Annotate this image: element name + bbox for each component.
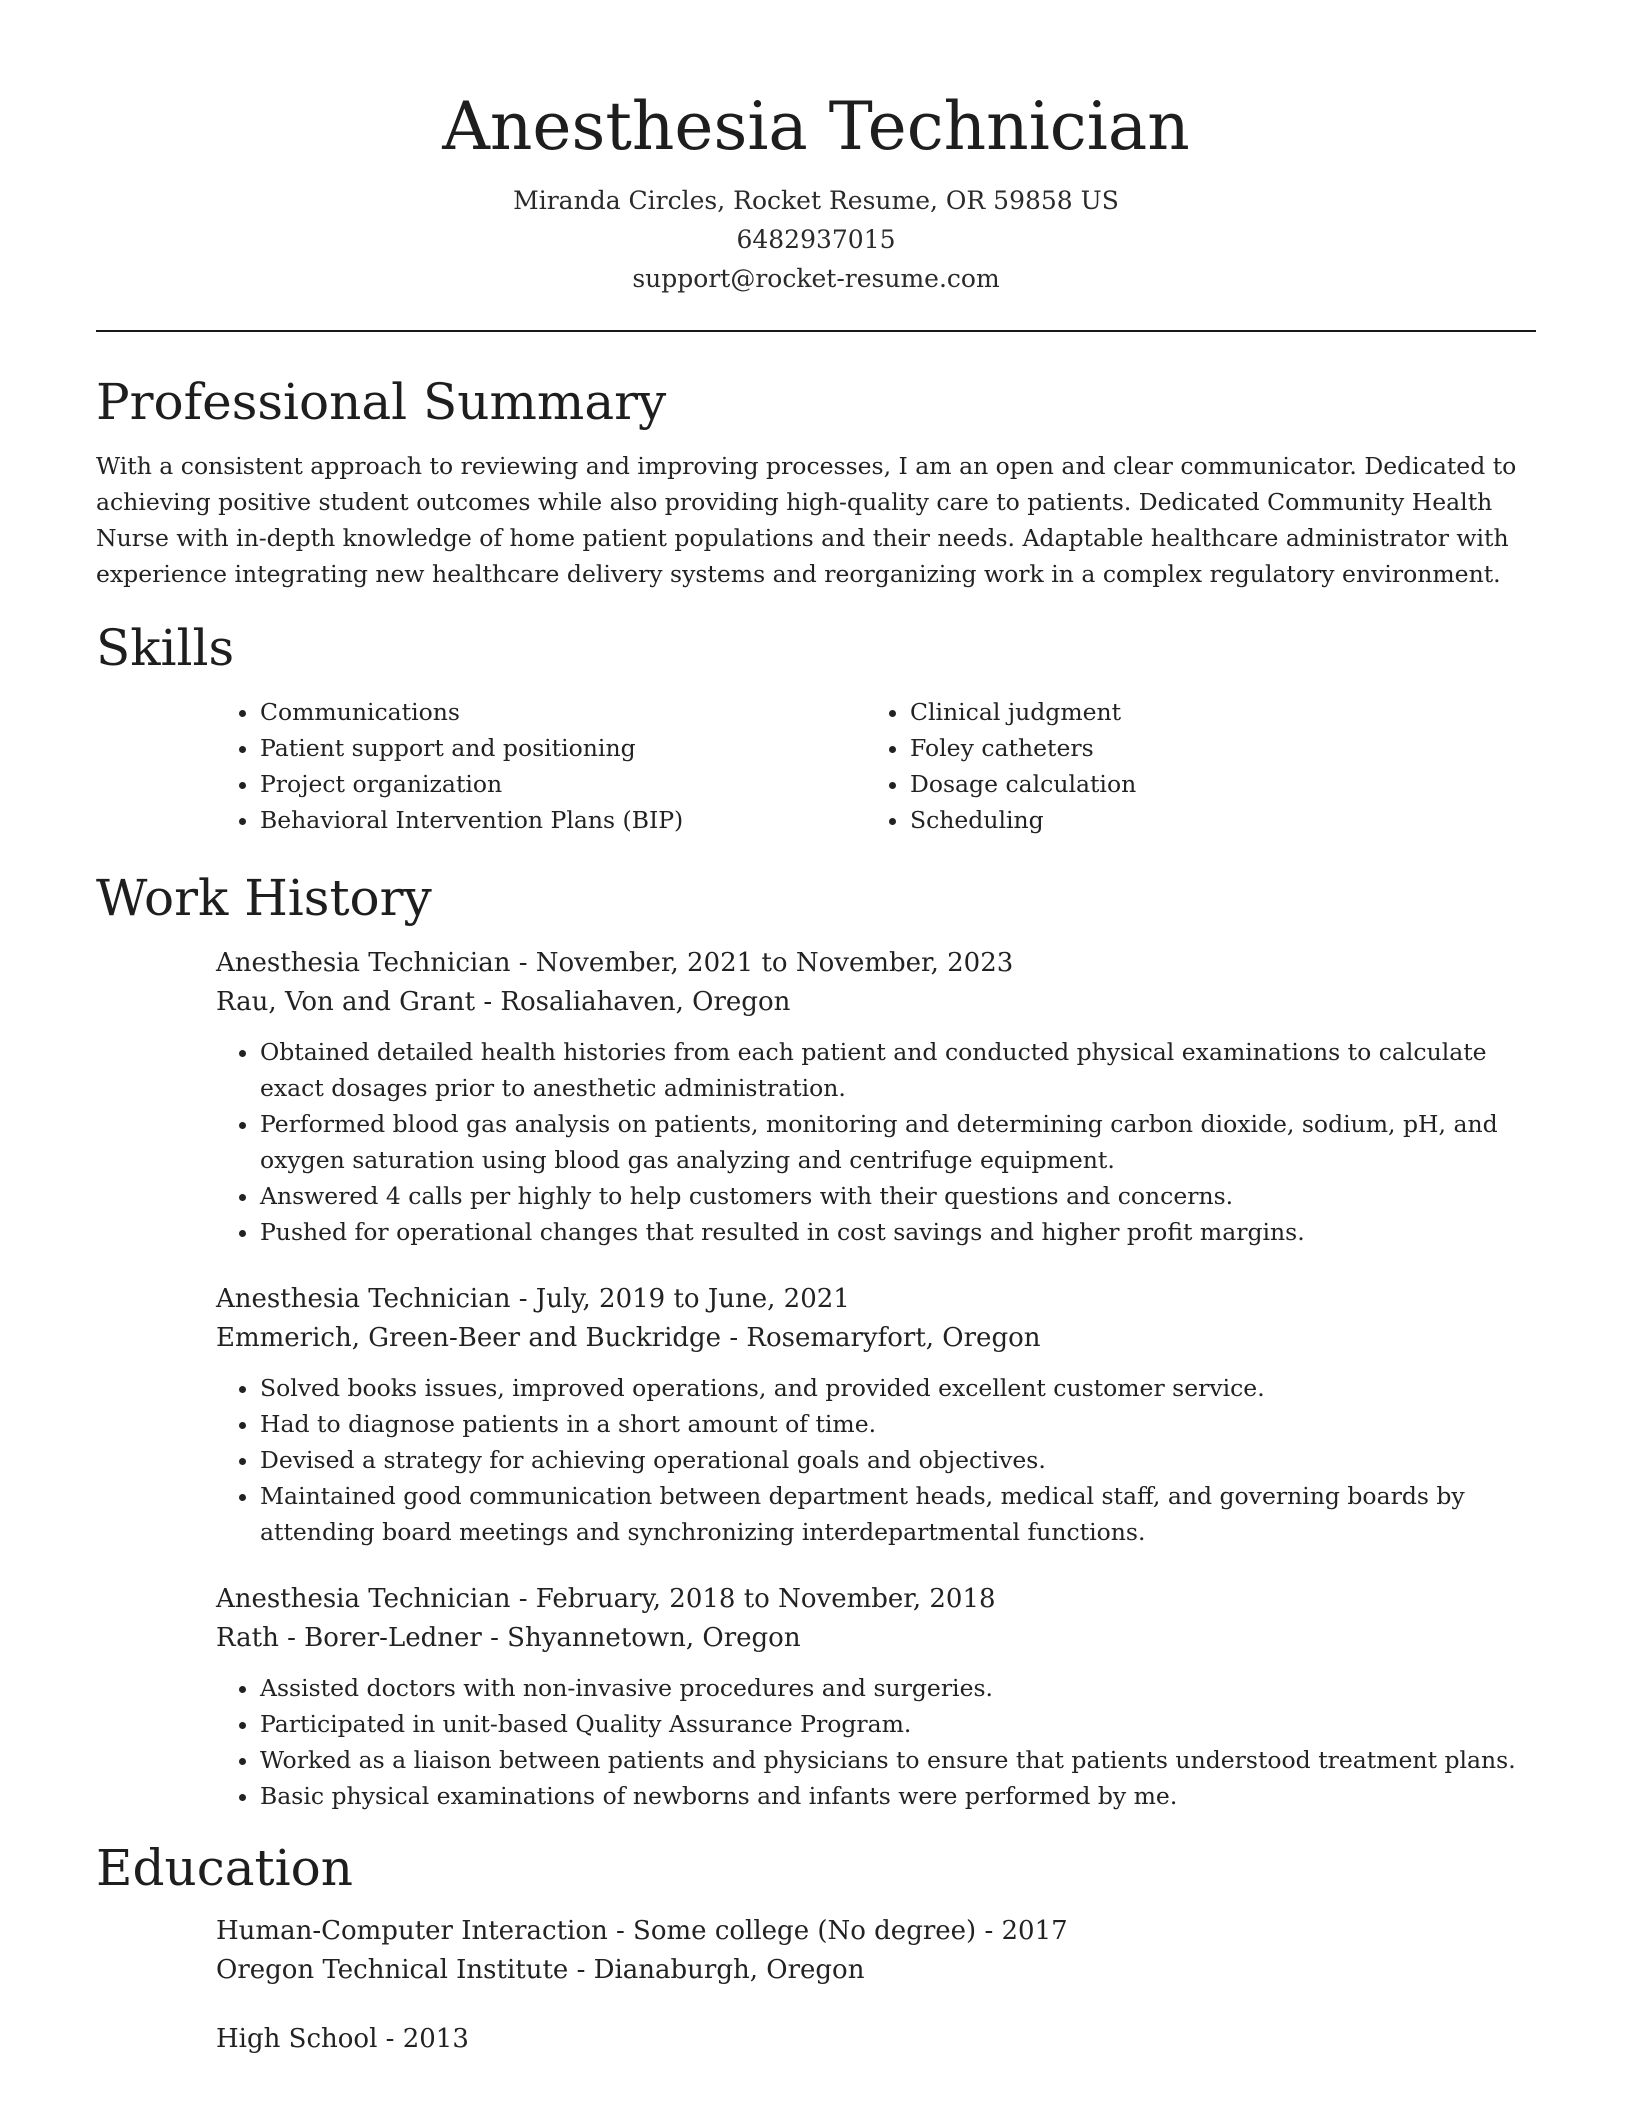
job-role: Anesthesia Technician — [216, 948, 511, 978]
job-bullet: • Basic physical examinations of newborns and infants were performed by me. — [260, 1778, 1536, 1814]
education-heading: Education — [96, 1839, 353, 1897]
job-title-line — [216, 944, 1536, 983]
job-bullets — [216, 1670, 1536, 1814]
job-role: Anesthesia Technician — [216, 1584, 511, 1614]
skill-item: • Patient support and positioning — [260, 730, 866, 766]
skills-heading: Skills — [96, 619, 235, 677]
job-bullet: • Devised a strategy for achieving operational goals and objectives. — [260, 1442, 1536, 1478]
education-location: - Dianaburgh, Oregon — [568, 1955, 865, 1985]
job-bullet: • Pushed for operational changes that resulted in cost savings and higher profit margins. — [260, 1214, 1536, 1250]
job-location: - Rosemaryfort, Oregon — [721, 1323, 1041, 1353]
work-history-heading: Work History — [96, 869, 432, 927]
job-bullet: • Answered 4 calls per highly to help customers with their questions and concerns. — [260, 1178, 1536, 1214]
job-company: Rath - Borer-Ledner — [216, 1623, 482, 1653]
job-entry — [216, 1280, 1536, 1550]
contact-address: Miranda Circles, Rocket Resume, OR 59858 US — [513, 186, 1119, 215]
skills-column-1 — [216, 694, 866, 838]
job-company-line — [216, 1619, 1536, 1658]
job-role: Anesthesia Technician — [216, 1284, 511, 1314]
summary-text: With a consistent approach to reviewing and improving processes, I am an open and clear communicator. Dedicated to achieving positive student outcomes while also providing high-quality care to patients. Dedicated Community Health Nurse with in-depth knowledge of home patient populations and their needs. Adaptable healthcare administrator with experience integrating new healthcare delivery systems and reorganizing work in a complex regulatory environment. — [96, 452, 1517, 588]
job-bullets — [216, 1370, 1536, 1550]
job-title-line — [216, 1280, 1536, 1319]
candidate-name: Anesthesia Technician — [442, 88, 1190, 165]
skill-item: • Scheduling — [910, 802, 1136, 838]
header-divider — [96, 330, 1536, 332]
education-entry — [216, 1912, 1536, 1990]
skills-list — [216, 694, 1536, 838]
skill-item: • Project organization — [260, 766, 866, 802]
job-bullets — [216, 1034, 1536, 1250]
job-bullet: • Solved books issues, improved operations, and provided excellent customer service. — [260, 1370, 1536, 1406]
job-company-line — [216, 1319, 1536, 1358]
job-bullet: • Worked as a liaison between patients and physicians to ensure that patients understood treatment plans. — [260, 1742, 1536, 1778]
education-detail: - 2013 — [377, 2024, 469, 2054]
job-dates: - November, 2021 to November, 2023 — [510, 948, 1014, 978]
job-dates: - February, 2018 to November, 2018 — [510, 1584, 996, 1614]
education-school-line — [216, 1951, 1536, 1990]
education-degree-line — [216, 2020, 1536, 2059]
skill-item: • Dosage calculation — [910, 766, 1136, 802]
skills-column-2 — [866, 694, 1136, 838]
job-bullet: • Assisted doctors with non-invasive procedures and surgeries. — [260, 1670, 1536, 1706]
education-school: Oregon Technical Institute — [216, 1955, 569, 1985]
job-bullet: • Participated in unit-based Quality Assurance Program. — [260, 1706, 1536, 1742]
resume-header — [96, 0, 1536, 298]
job-bullet: • Performed blood gas analysis on patients, monitoring and determining carbon dioxide, sodium, pH, and oxygen saturation using blood gas analyzing and centrifuge equipment. — [260, 1106, 1536, 1178]
job-location: - Shyannetown, Oregon — [481, 1623, 801, 1653]
education-entry — [216, 2020, 1536, 2059]
job-dates: - July, 2019 to June, 2021 — [510, 1284, 850, 1314]
job-company: Emmerich, Green-Beer and Buckridge — [216, 1323, 722, 1353]
job-company-line — [216, 983, 1536, 1022]
resume-page — [96, 0, 1536, 2059]
summary-heading: Professional Summary — [96, 373, 667, 431]
education-field: High School — [216, 2024, 378, 2054]
contact-info — [96, 181, 1536, 298]
education-field: Human-Computer Interaction — [216, 1916, 608, 1946]
contact-phone: 6482937015 — [736, 225, 896, 254]
job-entry — [216, 944, 1536, 1250]
skill-item: • Communications — [260, 694, 866, 730]
job-location: - Rosaliahaven, Oregon — [475, 987, 791, 1017]
job-bullet: • Had to diagnose patients in a short amount of time. — [260, 1406, 1536, 1442]
skill-item: • Behavioral Intervention Plans (BIP) — [260, 802, 866, 838]
job-entry — [216, 1580, 1536, 1814]
job-title-line — [216, 1580, 1536, 1619]
education-degree-line — [216, 1912, 1536, 1951]
job-bullet: • Obtained detailed health histories from each patient and conducted physical examinations to calculate exact dosages prior to anesthetic administration. — [260, 1034, 1536, 1106]
skill-item: • Foley catheters — [910, 730, 1136, 766]
education-detail: - Some college (No degree) - 2017 — [607, 1916, 1068, 1946]
contact-email: support@rocket-resume.com — [632, 264, 1000, 293]
job-company: Rau, Von and Grant — [216, 987, 476, 1017]
job-bullet: • Maintained good communication between department heads, medical staff, and governing boards by attending board meetings and synchronizing interdepartmental functions. — [260, 1478, 1536, 1550]
skill-item: • Clinical judgment — [910, 694, 1136, 730]
